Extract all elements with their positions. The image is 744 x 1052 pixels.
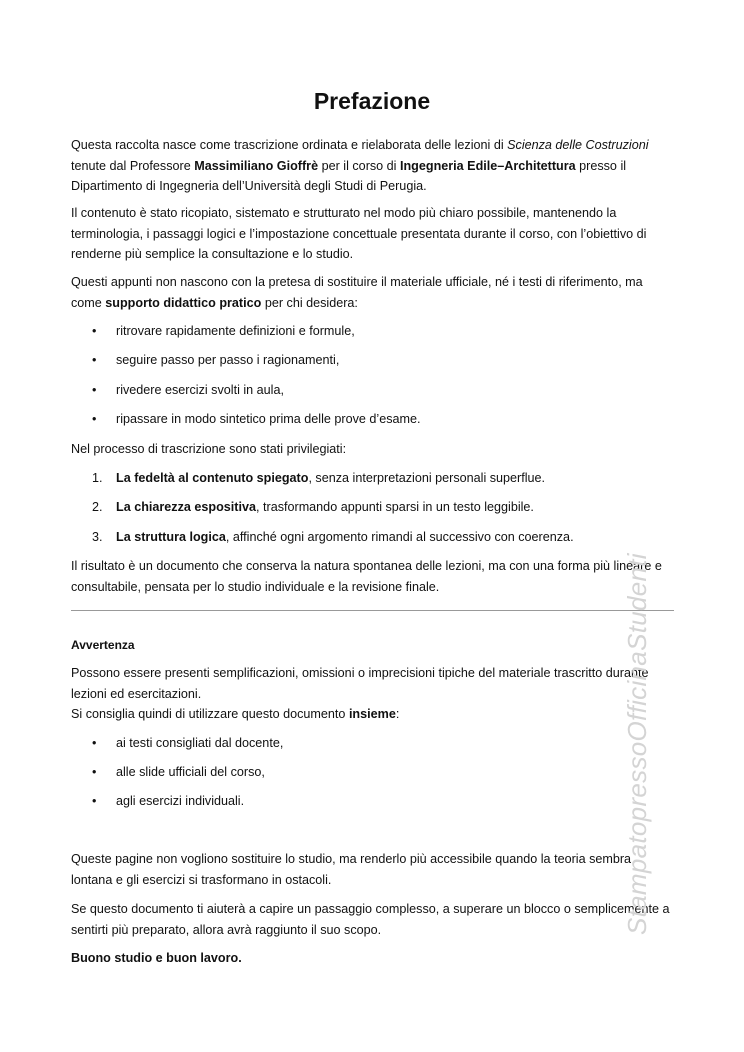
intro-paragraph: Questa raccolta nasce come trascrizione ordinata e rielaborata delle lezioni di Scienza delle Costruzioni tenute dal Professore Massimiliano Gioffrè per il corso di Ingegneria Edile–Architettura presso il Dipartimento di Ingegneria dell’Università degli Studi di Perugia. bbox=[71, 138, 649, 193]
numbered-item: 1. La fedeltà al contenuto spiegato, senza interpretazioni personali superflue. bbox=[92, 471, 546, 485]
purpose-paragraph: Questi appunti non nascono con la pretesa di sostituire il materiale ufficiale, né i testi di riferimento, ma come supporto didattico pratico per chi desidera: bbox=[71, 275, 643, 310]
list-item: • agli esercizi individuali. bbox=[92, 794, 245, 808]
watermark: StampatopressoOfficinaStudenti bbox=[622, 553, 652, 935]
list-item: • ritrovare rapidamente definizioni e formule, bbox=[92, 324, 355, 338]
content-paragraph: Il contenuto è stato ricopiato, sistemato e strutturato nel modo più chiaro possibile, mantenendo la terminologia, i passaggi logici e l’impostazione concettuale presentata durante il corso, con l’obiettivo di renderne più semplice la consultazione e lo studio. bbox=[71, 206, 647, 261]
list-item: • rivedere esercizi svolti in aula, bbox=[92, 383, 284, 397]
closing-paragraph: Se questo documento ti aiuterà a capire un passaggio complesso, a superare un blocco o semplicemente a sentirti più preparato, allora avrà raggiunto il suo scopo. bbox=[71, 902, 670, 937]
closing-paragraph: Queste pagine non vogliono sostituire lo studio, ma renderlo più accessibile quando la teoria sembra lontana e gli esercizi si trasformano in ostacoli. bbox=[71, 852, 632, 887]
warning-heading: Avvertenza bbox=[71, 638, 135, 652]
divider bbox=[71, 610, 674, 611]
result-paragraph: Il risultato è un documento che conserva la natura spontanea delle lezioni, ma con una forma più lineare e consultabile, pensata per lo studio individuale e la revisione finale. bbox=[71, 559, 662, 594]
list-item: • alle slide ufficiali del corso, bbox=[92, 765, 265, 779]
process-paragraph: Nel processo di trascrizione sono stati privilegiati: bbox=[71, 442, 347, 456]
closing-line: Buono studio e buon lavoro. bbox=[71, 951, 242, 965]
list-item: • ai testi consigliati dal docente, bbox=[92, 736, 284, 750]
numbered-item: 3. La struttura logica, affinché ogni argomento rimandi al successivo con coerenza. bbox=[92, 530, 574, 544]
page-title: Prefazione bbox=[313, 88, 431, 114]
numbered-item: 2. La chiarezza espositiva, trasformando appunti sparsi in un testo leggibile. bbox=[92, 500, 534, 514]
list-item: • seguire passo per passo i ragionamenti, bbox=[92, 353, 340, 367]
warning-paragraph: Possono essere presenti semplificazioni, omissioni o imprecisioni tipiche del materiale trascritto durante lezioni ed esercitazioni. Si consiglia quindi di utilizzare questo documento insieme: bbox=[71, 666, 649, 721]
list-item: • ripassare in modo sintetico prima delle prove d’esame. bbox=[92, 412, 421, 426]
